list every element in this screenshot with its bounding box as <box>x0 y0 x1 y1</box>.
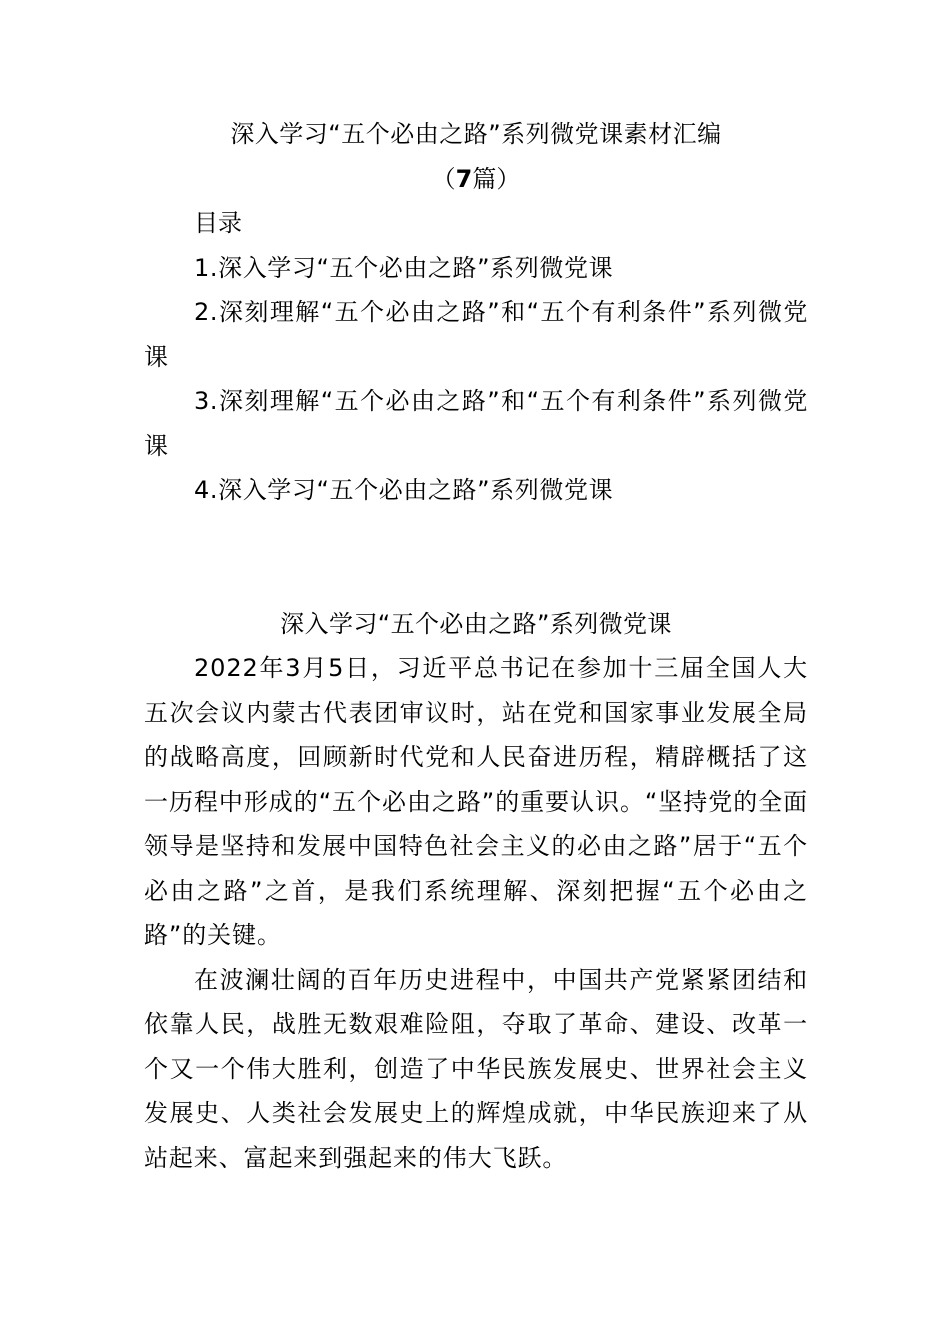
article-count-number: 7 <box>455 164 473 193</box>
toc-item-2: 2.深刻理解“五个必由之路”和“五个有利条件”系列微党课 <box>144 298 808 371</box>
article-count-open: （ <box>431 164 456 193</box>
section-spacer <box>144 513 808 602</box>
toc-item-1: 1.深入学习“五个必由之路”系列微党课 <box>194 253 614 282</box>
document-content <box>144 112 808 1180</box>
section-paragraph-1: 2022年3月5日，习近平总书记在参加十三届全国人大五次会议内蒙古代表团审议时，站在党和国家事业发展全局的战略高度，回顾新时代党和人民奋进历程，精辟概括了这一历程中形成的“五个必由之路”的重要认识。“坚持党的全面领导是坚持和发展中国特色社会主义的必由之路”居于“五个必由之路”之首，是我们系统理解、深刻把握“五个必由之路”的关键。 <box>144 654 808 949</box>
article-count <box>144 157 808 202</box>
toc-heading: 目录 <box>194 209 242 237</box>
section-title: 深入学习“五个必由之路”系列微党课 <box>280 609 672 638</box>
article-count-close: 篇） <box>472 164 521 193</box>
toc-item-4: 4.深入学习“五个必由之路”系列微党课 <box>194 476 614 504</box>
section-paragraph-2: 在波澜壮阔的百年历史进程中，中国共产党紧紧团结和依靠人民，战胜无数艰难险阻，夺取了革命、建设、改革一个又一个伟大胜利，创造了中华民族发展史、世界社会主义发展史、人类社会发展史上的辉煌成就，中华民族迎来了从站起来、富起来到强起来的伟大飞跃。 <box>144 965 808 1172</box>
toc-item-3: 3.深刻理解“五个必由之路”和“五个有利条件”系列微党课 <box>144 387 808 460</box>
document-title: 深入学习“五个必由之路”系列微党课素材汇编 <box>230 120 722 148</box>
